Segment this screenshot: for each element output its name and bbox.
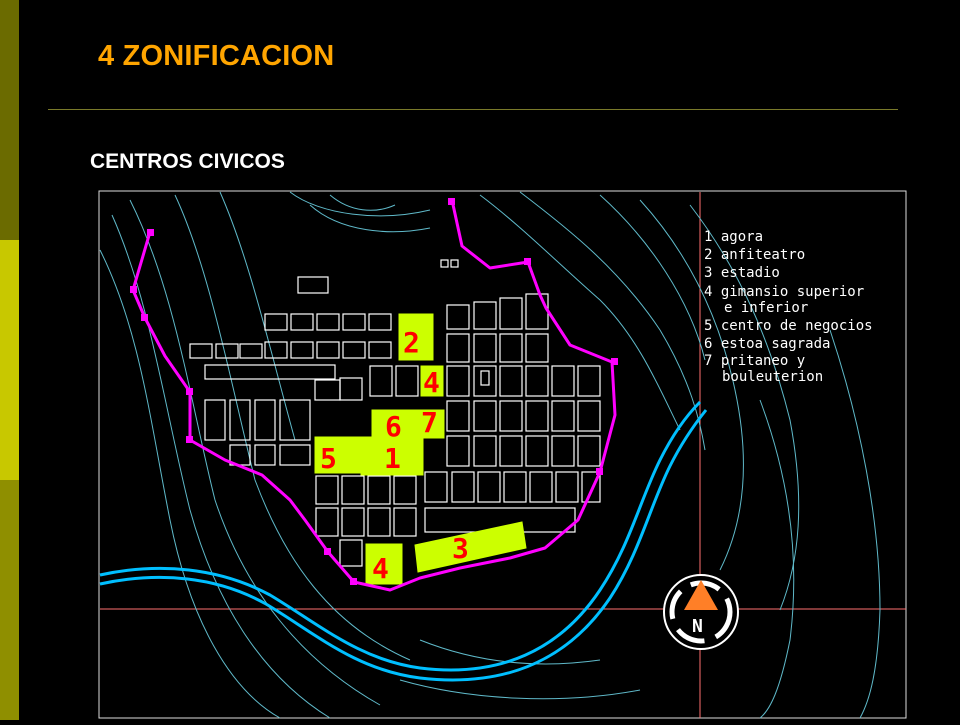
wall-tower (147, 229, 154, 236)
city-block (552, 366, 574, 396)
city-block (500, 366, 522, 396)
city-block (526, 366, 548, 396)
legend-item-pritaneo-cont: bouleuterion (722, 369, 824, 385)
city-block (500, 298, 522, 329)
wall-tower (324, 548, 331, 555)
city-block (394, 476, 416, 504)
city-block (216, 344, 238, 358)
city-block (298, 277, 328, 293)
zone-label-1: 1 (384, 442, 401, 475)
wall-tower (186, 436, 193, 443)
city-block (316, 476, 338, 504)
compass-north-label: N (692, 616, 703, 637)
zone-label-4-lower: 4 (372, 552, 389, 585)
city-block (500, 436, 522, 466)
city-block (578, 366, 600, 396)
city-block (504, 472, 526, 502)
side-bar-light (0, 240, 19, 480)
contour-line (600, 195, 705, 360)
city-block (526, 334, 548, 362)
city-block (394, 508, 416, 536)
zone-label-5: 5 (320, 442, 337, 475)
city-block (205, 365, 335, 379)
city-block (556, 472, 578, 502)
contour-line (100, 250, 280, 718)
city-plan-svg (98, 190, 908, 720)
city-block (291, 342, 313, 358)
side-bar-mid (0, 480, 19, 720)
city-block (578, 436, 600, 466)
city-block (255, 400, 275, 440)
legend-item-gimnasio-cont: e inferior (724, 300, 809, 316)
city-block (474, 401, 496, 431)
contour-line (220, 192, 295, 440)
zone-label-3: 3 (452, 532, 469, 565)
city-block (447, 366, 469, 396)
side-bar-dark (0, 0, 19, 240)
wall-tower (186, 388, 193, 395)
city-block (474, 334, 496, 362)
city-block (368, 508, 390, 536)
wall-tower (611, 358, 618, 365)
city-block (447, 334, 469, 362)
city-block (447, 305, 469, 329)
zone-label-7: 7 (421, 406, 438, 439)
city-block (316, 508, 338, 536)
city-block (265, 314, 287, 330)
city-block (340, 540, 362, 566)
city-block (368, 476, 390, 504)
city-block (342, 476, 364, 504)
city-block (452, 472, 474, 502)
city-block (369, 342, 391, 358)
title-divider (48, 109, 898, 110)
legend-item-centro-negocios: 5 centro de negocios (704, 318, 873, 334)
city-block (530, 472, 552, 502)
zone-label-2: 2 (403, 326, 420, 359)
city-block (552, 401, 574, 431)
city-block (230, 400, 250, 440)
slide-subtitle: CENTROS CIVICOS (90, 150, 285, 173)
city-block (255, 445, 275, 465)
legend-item-estoa: 6 estoa sagrada (704, 336, 831, 352)
legend-item-anfiteatro: 2 anfiteatro (704, 247, 806, 263)
city-block (317, 342, 339, 358)
wall-tower (524, 258, 531, 265)
city-block (474, 302, 496, 329)
city-block (240, 344, 262, 358)
reference-lines (100, 192, 906, 718)
city-wall (130, 198, 618, 590)
civic-zones (315, 314, 526, 584)
city-block (265, 342, 287, 358)
city-block (441, 260, 448, 267)
city-block (280, 400, 310, 440)
contour-line (330, 195, 395, 210)
city-block (315, 380, 340, 400)
city-block (500, 401, 522, 431)
legend-item-agora: 1 agora (704, 229, 764, 245)
legend-item-pritaneo: 7 pritaneo y (704, 353, 806, 369)
city-block (370, 366, 392, 396)
slide-title: 4 ZONIFICACION (98, 40, 335, 72)
city-block (474, 436, 496, 466)
contour-line (480, 195, 680, 430)
city-block (396, 366, 418, 396)
city-plan-map (98, 190, 908, 720)
wall-tower (130, 286, 137, 293)
wall-tower (350, 578, 357, 585)
city-block (481, 371, 489, 385)
city-block (447, 401, 469, 431)
city-block (280, 445, 310, 465)
zone-label-6: 6 (385, 410, 402, 443)
legend-item-estadio: 3 estadio (704, 265, 780, 281)
city-block (343, 342, 365, 358)
city-block (369, 314, 391, 330)
map-frame (99, 191, 906, 718)
city-block (478, 472, 500, 502)
contour-line (112, 215, 330, 718)
compass-north-icon (664, 575, 738, 649)
zone-label-4-upper: 4 (423, 366, 440, 399)
city-block (578, 401, 600, 431)
city-block (317, 314, 339, 330)
contour-line (400, 680, 640, 699)
legend-item-gimnasio: 4 gimansio superior (704, 284, 865, 300)
city-block (526, 294, 548, 329)
contour-line (830, 330, 880, 718)
city-block (342, 508, 364, 536)
map-legend (704, 229, 873, 385)
city-block (343, 314, 365, 330)
city-block (190, 344, 212, 358)
wall-towers (130, 198, 618, 585)
wall-tower (141, 314, 148, 321)
city-block (447, 436, 469, 466)
city-block (425, 472, 447, 502)
wall-tower (596, 468, 603, 475)
city-block (552, 436, 574, 466)
city-block (526, 401, 548, 431)
city-block (291, 314, 313, 330)
contour-line (290, 192, 430, 216)
city-block (500, 334, 522, 362)
city-block (526, 436, 548, 466)
wall-tower (448, 198, 455, 205)
contour-line (760, 400, 794, 718)
city-block (340, 378, 362, 400)
city-block (451, 260, 458, 267)
city-block (205, 400, 225, 440)
